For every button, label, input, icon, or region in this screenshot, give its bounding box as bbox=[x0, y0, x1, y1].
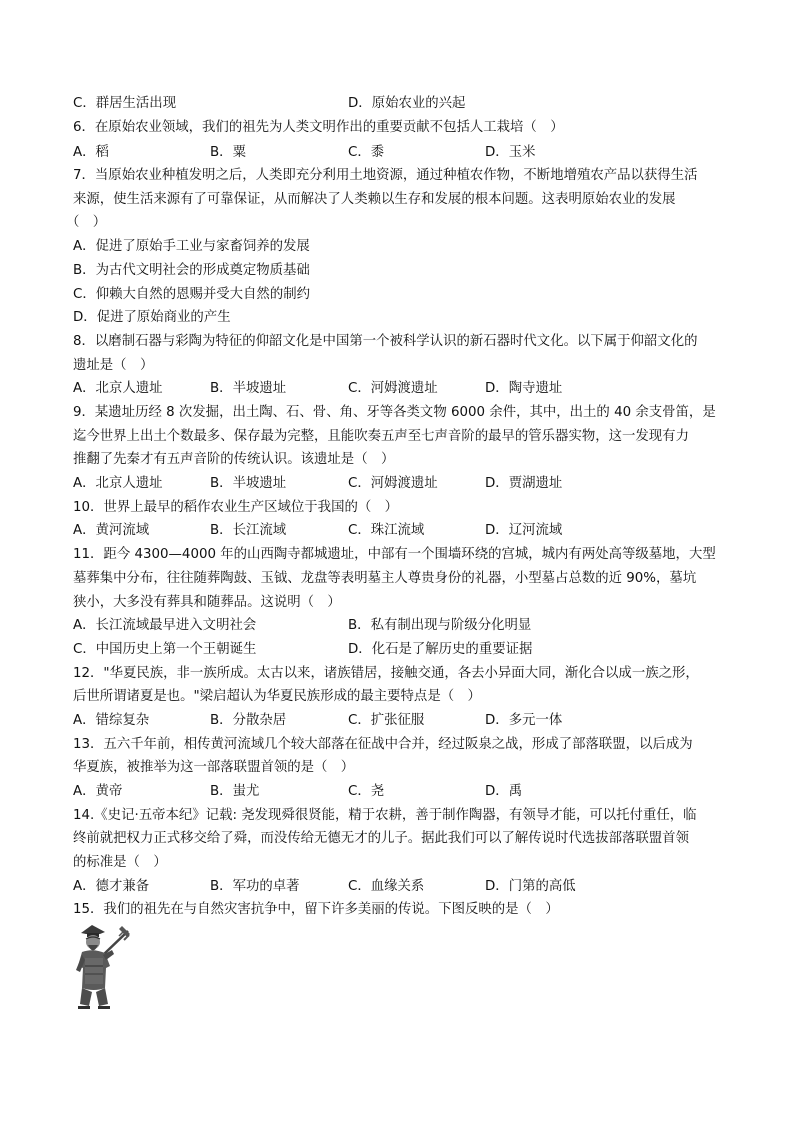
q9-stem-line-1: 9．某遗址历经 8 次发掘，出土陶、石、骨、角、牙等各类文物 6000 余件，其中，出土的 40 余支骨笛，是 bbox=[73, 405, 716, 420]
q13-option-d: D．禹 bbox=[485, 784, 523, 799]
q5-option-d: D．原始农业的兴起 bbox=[348, 96, 466, 111]
q12-option-a: A．错综复杂 bbox=[73, 713, 150, 728]
q10-option-a: A．黄河流域 bbox=[73, 523, 150, 538]
q6-option-a: A．稻 bbox=[73, 145, 109, 160]
q15-stem: 15．我们的祖先在与自然灾害抗争中，留下许多美丽的传说。下图反映的是（ ） bbox=[73, 902, 559, 917]
q13-stem-line-1: 13．五六千年前，相传黄河流域几个较大部落在征战中合并，经过阪泉之战，形成了部落联盟，以后成为 bbox=[73, 737, 693, 752]
q10-option-b: B．长江流域 bbox=[210, 523, 287, 538]
q12-option-d: D．多元一体 bbox=[485, 713, 563, 728]
q14-stem-line-3: 的标准是（ ） bbox=[73, 855, 167, 870]
q8-stem-line-1: 8．以磨制石器与彩陶为特征的仰韶文化是中国第一个被科学认识的新石器时代文化。以下属于仰韶文化的 bbox=[73, 334, 698, 349]
q14-option-b: B．军功的卓著 bbox=[210, 879, 300, 894]
q9-option-a: A．北京人遗址 bbox=[73, 476, 163, 491]
q9-option-d: D．贾湖遗址 bbox=[485, 476, 563, 491]
q10-option-d: D．辽河流域 bbox=[485, 523, 563, 538]
q11-option-a: A．长江流域最早进入文明社会 bbox=[73, 618, 257, 633]
q13-stem-line-2: 华夏族，被推举为这一部落联盟首领的是（ ） bbox=[73, 760, 355, 775]
q13-option-b: B．蚩尤 bbox=[210, 784, 260, 799]
q11-stem-line-3: 狭小，大多没有葬具和随葬品。这说明（ ） bbox=[73, 595, 341, 610]
q6-option-b: B．粟 bbox=[210, 145, 246, 160]
q7-stem-line-2: 来源，使生活来源有了可靠保证，从而解决了人类赖以生存和发展的根本问题。这表明原始农业的发展 bbox=[73, 192, 676, 207]
q6-option-d: D．玉米 bbox=[485, 145, 536, 160]
q8-stem-line-2: 遗址是（ ） bbox=[73, 358, 154, 373]
q7-option-d: D．促进了原始商业的产生 bbox=[73, 310, 231, 325]
q10-option-c: C．珠江流域 bbox=[348, 523, 425, 538]
q6-stem: 6．在原始农业领域，我们的祖先为人类文明作出的重要贡献不包括人工栽培（ ） bbox=[73, 120, 564, 135]
q7-stem-line-3: （ ） bbox=[66, 215, 107, 230]
q11-stem-line-2: 墓葬集中分布，往往随葬陶鼓、玉钺、龙盘等表明墓主人尊贵身份的礼器，小型墓占总数的近 90%，墓坑 bbox=[73, 571, 697, 586]
q12-option-b: B．分散杂居 bbox=[210, 713, 287, 728]
q11-option-d: D．化石是了解历史的重要证据 bbox=[348, 642, 533, 657]
q8-option-b: B．半坡遗址 bbox=[210, 381, 287, 396]
q11-option-c: C．中国历史上第一个王朝诞生 bbox=[73, 642, 257, 657]
q11-stem-line-1: 11．距今 4300—4000 年的山西陶寺都城遗址，中部有一个围墙环绕的宫城，城内有两处高等级墓地，大型 bbox=[73, 547, 716, 562]
q6-option-c: C．黍 bbox=[348, 145, 385, 160]
q12-option-c: C．扩张征服 bbox=[348, 713, 425, 728]
q9-option-b: B．半坡遗址 bbox=[210, 476, 287, 491]
q12-stem-line-1: 12．"华夏民族，非一族所成。太古以来，诸族错居，接触交通，各去小异面大同，渐化合以成一族之形， bbox=[73, 666, 699, 681]
q14-option-a: A．德才兼备 bbox=[73, 879, 150, 894]
q7-option-b: B．为古代文明社会的形成奠定物质基础 bbox=[73, 263, 310, 278]
ancient-figure-with-tool-icon bbox=[72, 922, 132, 1010]
q9-stem-line-2: 迄今世界上出土个数最多、保存最为完整，且能吹奏五声至七声音阶的最早的管乐器实物，这一发现有力 bbox=[73, 429, 689, 444]
q14-option-d: D．门第的高低 bbox=[485, 879, 576, 894]
q8-option-c: C．河姆渡遗址 bbox=[348, 381, 438, 396]
q10-stem: 10．世界上最早的稻作农业生产区域位于我国的（ ） bbox=[73, 500, 399, 515]
q8-option-d: D．陶寺遗址 bbox=[485, 381, 563, 396]
q7-stem-line-1: 7．当原始农业种植发明之后，人类即充分利用土地资源，通过种植农作物，不断地增殖农产品以获得生活 bbox=[73, 168, 698, 183]
q14-option-c: C．血缘关系 bbox=[348, 879, 425, 894]
q9-stem-line-3: 推翻了先秦才有五声音阶的传统认识。该遗址是（ ） bbox=[73, 452, 395, 467]
q9-option-c: C．河姆渡遗址 bbox=[348, 476, 438, 491]
q13-option-a: A．黄帝 bbox=[73, 784, 123, 799]
q7-option-c: C．仰赖大自然的恩赐并受大自然的制约 bbox=[73, 287, 310, 302]
q7-option-a: A．促进了原始手工业与家畜饲养的发展 bbox=[73, 239, 310, 254]
q8-option-a: A．北京人遗址 bbox=[73, 381, 163, 396]
q5-option-c: C．群居生活出现 bbox=[73, 96, 177, 111]
q13-option-c: C．尧 bbox=[348, 784, 385, 799]
q11-option-b: B．私有制出现与阶级分化明显 bbox=[348, 618, 532, 633]
q14-stem-line-2: 终前就把权力正式移交给了舜，而没传给无德无才的儿子。据此我们可以了解传说时代选拔部落联盟首领 bbox=[73, 831, 689, 846]
q14-stem-line-1: 14.《史记·五帝本纪》记载: 尧发现舜很贤能，精于农耕，善于制作陶器，有领导才能，可以托付重任，临 bbox=[73, 808, 697, 823]
q12-stem-line-2: 后世所谓诸夏是也。"梁启超认为华夏民族形成的最主要特点是（ ） bbox=[73, 689, 481, 704]
